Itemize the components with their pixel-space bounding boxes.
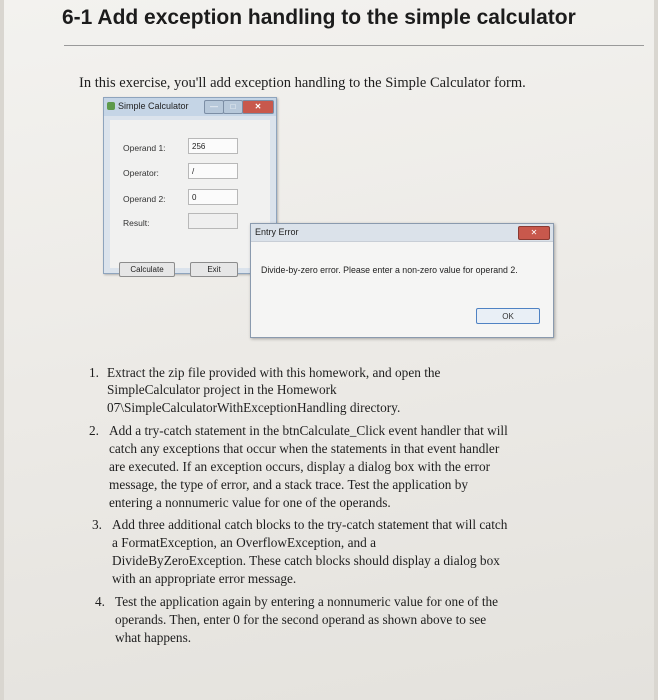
step-line: message, the type of error, and a stack trace. Test the application by (109, 477, 469, 492)
minimize-button[interactable]: — (204, 100, 224, 114)
calculator-window-title: Simple Calculator (118, 101, 189, 111)
step-line: with an appropriate error message. (112, 571, 297, 586)
step-line: are executed. If an exception occurs, display a dialog box with the error (109, 459, 491, 474)
operator-label: Operator: (123, 168, 159, 178)
operand2-label: Operand 2: (123, 194, 166, 204)
calculate-button[interactable]: Calculate (119, 262, 175, 277)
operand1-input[interactable]: 256 (188, 138, 238, 154)
close-button[interactable]: ✕ (242, 100, 274, 114)
step-line: DivideByZeroException. These catch blocks should display a dialog box (112, 553, 500, 568)
step-line: SimpleCalculator project in the Homework (107, 382, 337, 397)
dialog-close-icon[interactable]: ✕ (518, 226, 550, 240)
step-line: a FormatException, an OverflowException, and a (112, 535, 377, 550)
exit-button[interactable]: Exit (190, 262, 238, 277)
step-line: what happens. (115, 630, 192, 645)
step-number: 4. (95, 594, 105, 609)
step-line: Add three additional catch blocks to the try-catch statement that will catch (112, 517, 508, 532)
step-number: 2. (89, 423, 99, 438)
step-line: Extract the zip file provided with this homework, and open the (107, 365, 441, 380)
step-line: Test the application again by entering a nonnumeric value for one of the (115, 594, 499, 609)
page-title: 6-1 Add exception handling to the simple calculator (62, 6, 576, 29)
dialog-title: Entry Error (255, 227, 299, 237)
operand2-input[interactable]: 0 (188, 189, 238, 205)
step-line: operands. Then, enter 0 for the second operand as shown above to see (115, 612, 487, 627)
intro-paragraph: In this exercise, you'll add exception handling to the Simple Calculator form. (79, 75, 526, 91)
step-line: Add a try-catch statement in the btnCalculate_Click event handler that will (109, 423, 508, 438)
operator-input[interactable]: / (188, 163, 238, 179)
ok-button[interactable]: OK (476, 308, 540, 324)
step-line: entering a nonnumeric value for one of the operands. (109, 495, 391, 510)
operand1-label: Operand 1: (123, 143, 166, 153)
step-line: catch any exceptions that occur when the statements in that event handler (109, 441, 500, 456)
step-number: 1. (89, 365, 99, 380)
result-label: Result: (123, 218, 150, 228)
step-number: 3. (92, 517, 102, 532)
step-line: 07\SimpleCalculatorWithExceptionHandling directory. (107, 400, 401, 415)
maximize-button[interactable]: □ (223, 100, 243, 114)
dialog-message: Divide-by-zero error. Please enter a non-zero value for operand 2. (261, 265, 518, 275)
